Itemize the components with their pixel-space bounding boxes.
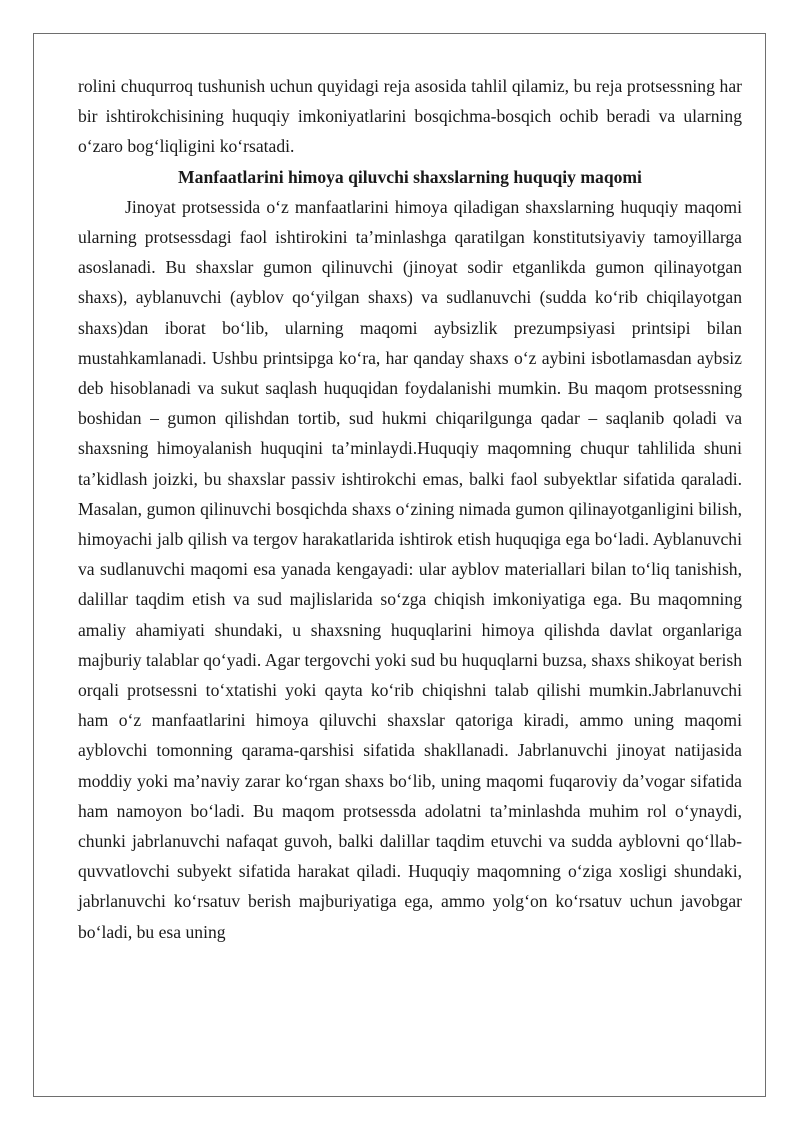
body-paragraph: Jinoyat protsessida o‘z manfaatlarini himoya qiladigan shaxslarning huquqiy maqomi ularning protsessdagi faol ishtirokini ta’minlashga qaratilgan konstitutsiyaviy tamoyillarga asoslanadi. Bu shaxslar gumon qilinuvchi (jinoyat sodir etganlikda gumon qilinayotgan shaxs), ayblanuvchi (ayblov qo‘yilgan shaxs) va sudlanuvchi (sudda ko‘rib chiqilayotgan shaxs)dan iborat bo‘lib, ularning maqomi aybsizlik prezumpsiyasi printsipi bilan mustahkamlanadi. Ushbu printsipga ko‘ra, har qanday shaxs o‘z aybini isbotlamasdan aybsiz deb hisoblanadi va sukut saqlash huquqidan foydalanishi mumkin. Bu maqom protsessning boshidan – gumon qilishdan tortib, sud hukmi chiqarilgunga qadar – saqlanib qoladi va shaxsning himoyalanish huquqini ta’minlaydi.Huquqiy maqomning chuqur tahlilida shuni ta’kidlash joizki, bu shaxslar passiv ishtirokchi emas, balki faol subyektlar sifatida qaraladi. Masalan, gumon qilinuvchi bosqichda shaxs o‘zining nimada gumon qilinayotganligini bilish, himoyachi jalb qilish va tergov harakatlarida ishtirok etish huquqiga ega bo‘ladi. Ayblanuvchi va sudlanuvchi maqomi esa yanada kengayadi: ular ayblov materiallari bilan to‘liq tanishish, dalillar taqdim etish va sud majlislarida so‘zga chiqish imkoniyatiga ega. Bu maqomning amaliy ahamiyati shundaki, u shaxsning huquqlarini himoya qilishda davlat organlariga majburiy talablar qo‘yadi. Agar tergovchi yoki sud bu huquqlarni buzsa, shaxs shikoyat berish orqali protsessni to‘xtatishi yoki qayta ko‘rib chiqishni talab qilishi mumkin.Jabrlanuvchi ham o‘z manfaatlarini himoya qiluvchi shaxslar qatoriga kiradi, ammo uning maqomi ayblovchi tomonning qarama-qarshisi sifatida shakllanadi. Jabrlanuvchi jinoyat natijasida moddiy yoki ma’naviy zarar ko‘rgan shaxs bo‘lib, uning maqomi fuqaroviy da’vogar sifatida ham namoyon bo‘ladi. Bu maqom protsessda adolatni ta’minlashda muhim rol o‘ynaydi, chunki jabrlanuvchi nafaqat guvoh, balki dalillar taqdim etuvchi va sudda ayblovni qo‘llab-quvvatlovchi subyekt sifatida harakat qiladi. Huquqiy maqomning o‘ziga xosligi shundaki, jabrlanuvchi ko‘rsatuv berish majburiyatiga ega, ammo yolg‘on ko‘rsatuv uchun javobgar bo‘ladi, bu esa uning (78, 196, 742, 942)
section-heading: Manfaatlarini himoya qiluvchi shaxslarning huquqiy maqomi (178, 166, 642, 187)
intro-paragraph: rolini chuqurroq tushunish uchun quyidagi reja asosida tahlil qilamiz, bu reja protsessning har bir ishtirokchisining huquqiy imkoniyatlarini bosqichma-bosqich ochib beradi va ularning o‘zaro bog‘liqligini ko‘rsatadi. (78, 76, 742, 157)
document-body (78, 71, 742, 947)
